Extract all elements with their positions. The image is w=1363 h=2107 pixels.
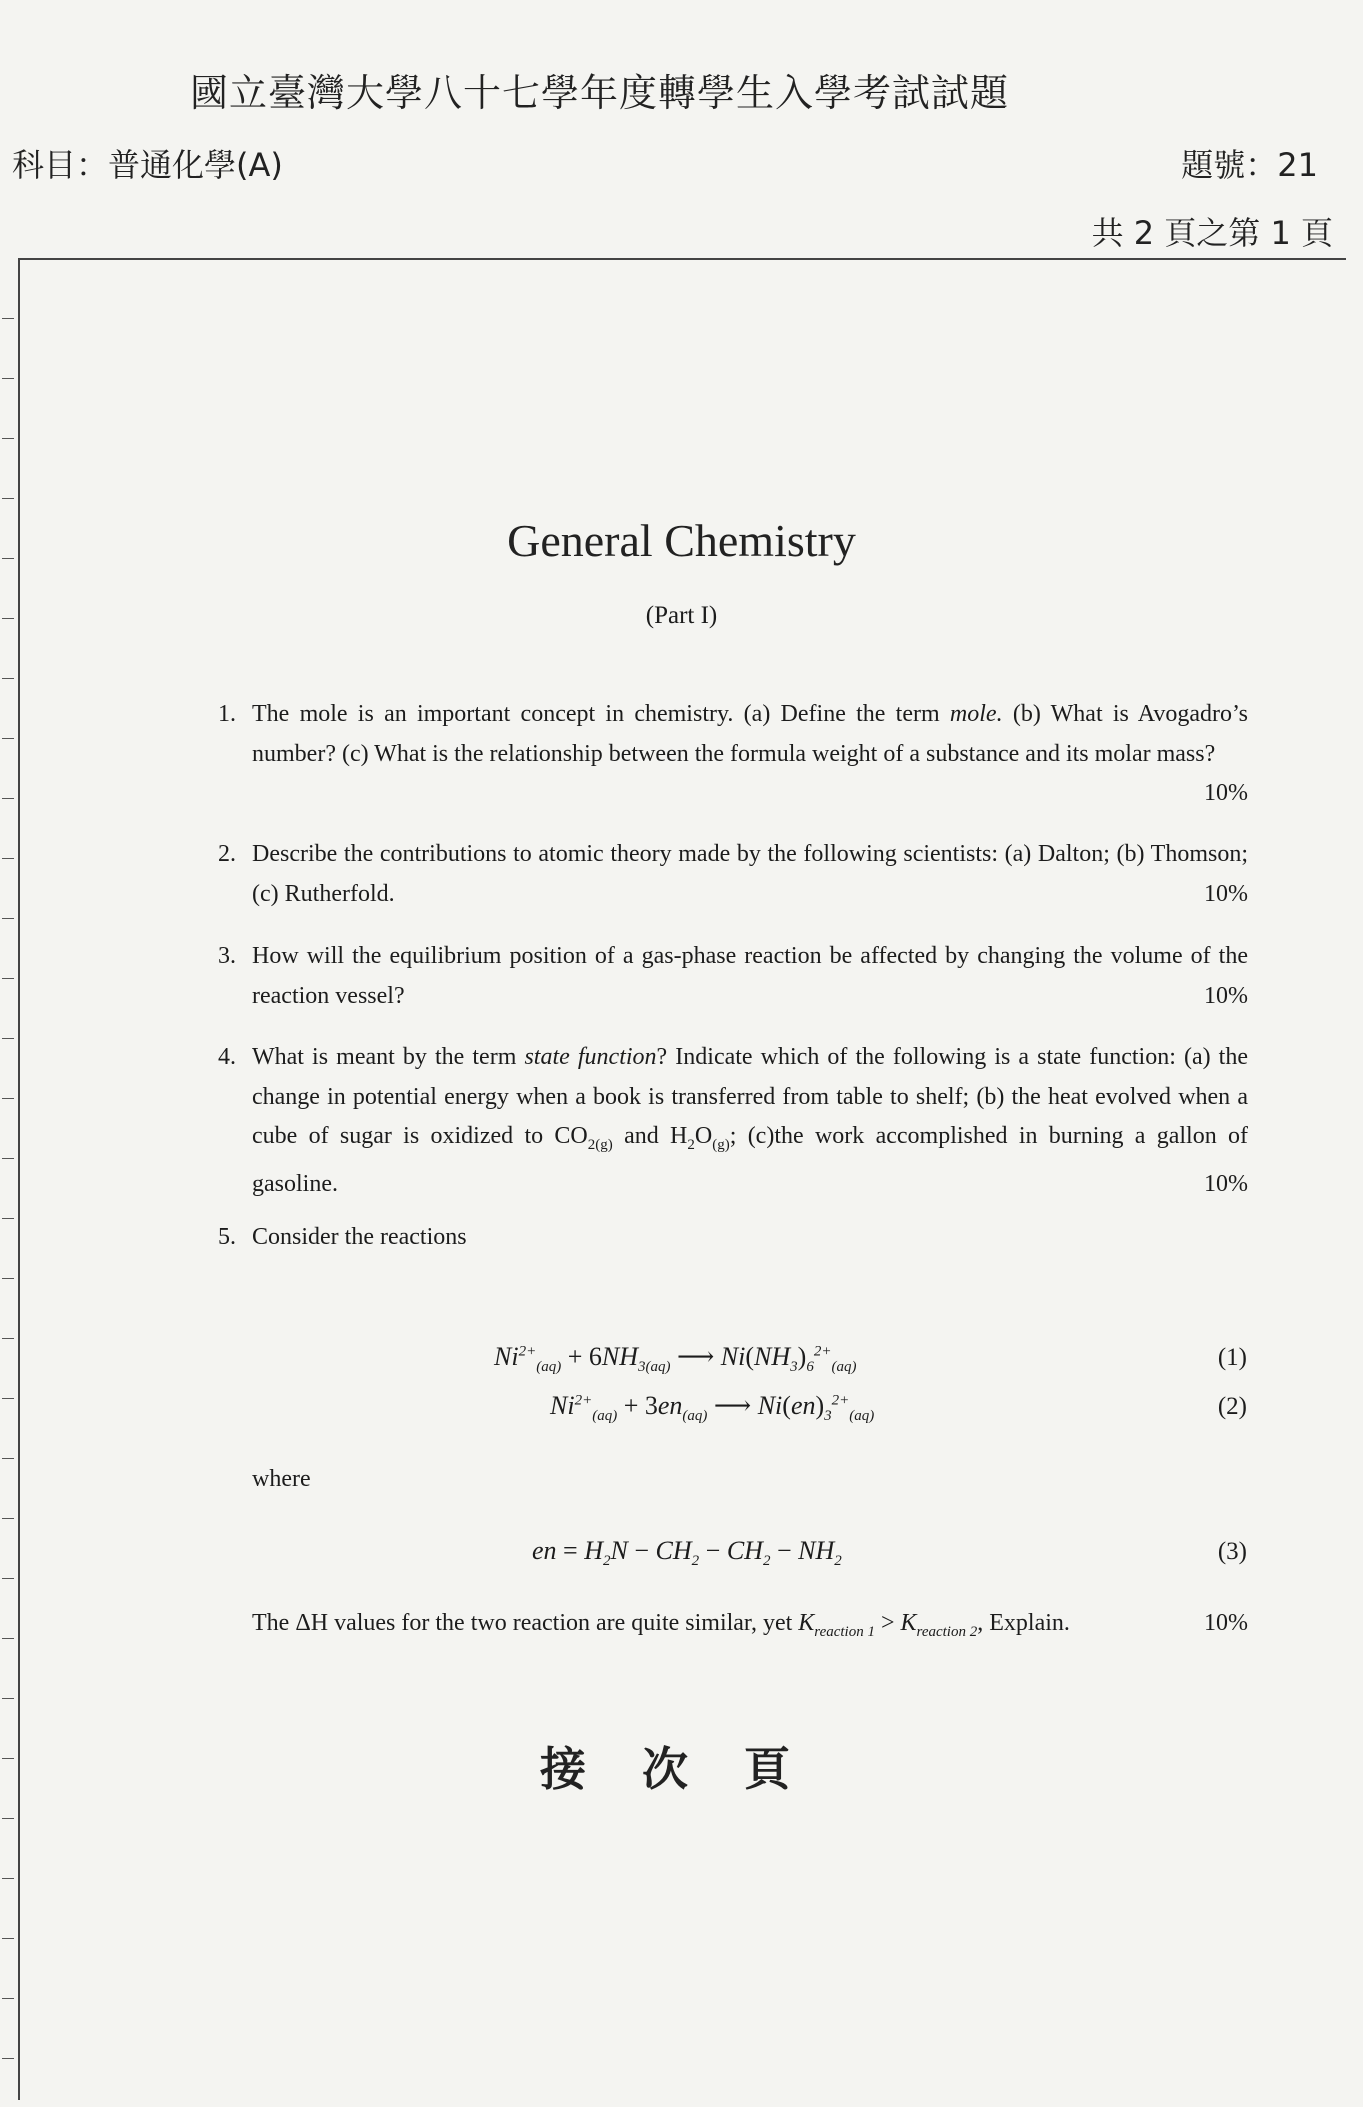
question-3 bbox=[218, 937, 1248, 1016]
margin-tick bbox=[2, 918, 14, 919]
margin-tick bbox=[2, 1518, 14, 1519]
margin-tick bbox=[2, 1278, 14, 1279]
q2-text: Describe the contributions to atomic theory made by the following scientists: (a) Dalton; (b) Thomson; (c) Rutherfold. bbox=[252, 841, 1248, 907]
q2-points: 10% bbox=[1204, 880, 1248, 907]
part-label: (Part I) bbox=[645, 602, 718, 629]
question-number-1: 1. bbox=[218, 701, 236, 727]
q1-text: The mole is an important concept in chemistry. (a) Define the term bbox=[252, 701, 950, 727]
equation-3-label: (3) bbox=[1217, 1538, 1247, 1565]
q5-closing-text: The ΔH values for the two reaction are quite similar, yet bbox=[252, 1610, 799, 1636]
exam-title: 國立臺灣大學八十七學年度轉學生入學考試試題 bbox=[190, 71, 1010, 115]
margin-tick bbox=[2, 1998, 14, 1999]
equation-1: $Ni^{2+}_{(aq)} + 6NH_{3(aq)}$ ⟶ $Ni(NH_3)_6^{2+}_{(aq)}$ bbox=[494, 1342, 857, 1376]
margin-tick bbox=[2, 978, 14, 979]
equation-2-label: (2) bbox=[1217, 1393, 1247, 1420]
q1-points: 10% bbox=[1204, 780, 1248, 806]
margin-tick bbox=[2, 1218, 14, 1219]
q1-term: mole. bbox=[949, 701, 1003, 727]
margin-tick bbox=[2, 738, 14, 739]
co2-formula: $CO_{2(g)}$ bbox=[554, 1123, 613, 1153]
question-1 bbox=[218, 695, 1248, 814]
margin-tick bbox=[2, 1938, 14, 1939]
page-info: 共 2 頁之第 1 頁 bbox=[1091, 214, 1333, 252]
margin-tick bbox=[2, 1398, 14, 1399]
question-5-closing: The ΔH values for the two reaction are quite similar, yet $K_{reaction 1} > K_{reaction 2}$, Explain. 10% bbox=[218, 1604, 1248, 1652]
continue-next-page-note: 接次頁 bbox=[540, 1742, 846, 1796]
q4-text: What is meant by the term bbox=[252, 1044, 525, 1070]
q4-text-end: ; (c)the work accomplished in burning a gallon of gasoline. bbox=[252, 1123, 1248, 1198]
question-2 bbox=[218, 835, 1248, 914]
q4-term: state function bbox=[524, 1044, 657, 1070]
where-label: where bbox=[252, 1466, 311, 1492]
question-4: 4. What is meant by the term state function? Indicate which of the following is a state function: (a) the change in potential energy when a book is transferred from table to shelf; (b) the heat evolved when a cube of sugar is oxidized to $CO_{2(g)}$ and $H_2O_{(g)}$; (c)the work accomplished in burning a gallon of gasoline. 10% bbox=[218, 1038, 1248, 1205]
h2o-formula: $H_2O_{(g)}$ bbox=[670, 1123, 730, 1153]
q1-text-cont: (b) What is Avogadro’s number? (c) What is the relationship between the formula weight of a substance and its molar mass? bbox=[252, 701, 1248, 767]
margin-tick bbox=[2, 678, 14, 679]
margin-tick bbox=[2, 1098, 14, 1099]
margin-tick bbox=[2, 438, 14, 439]
q4-text-cont: ? Indicate which of the following is a state function: (a) the change in potential energy when a book is transferred from table to shelf; (b) the heat evolved when a cube of sugar is oxidized to bbox=[252, 1044, 1249, 1149]
question-5 bbox=[218, 1218, 1248, 1258]
margin-tick bbox=[2, 378, 14, 379]
margin-tick bbox=[2, 1758, 14, 1759]
margin-tick bbox=[2, 1578, 14, 1579]
question-number: 題號：21 bbox=[1181, 146, 1318, 184]
margin-tick bbox=[2, 1878, 14, 1879]
margin-tick bbox=[2, 1638, 14, 1639]
document-title: General Chemistry bbox=[507, 515, 856, 566]
q3-points: 10% bbox=[1204, 982, 1248, 1009]
margin-tick bbox=[2, 1698, 14, 1699]
margin-tick bbox=[2, 858, 14, 859]
margin-tick bbox=[2, 2058, 14, 2059]
margin-tick bbox=[2, 1158, 14, 1159]
margin-tick bbox=[2, 1038, 14, 1039]
q5-closing-end: , Explain. bbox=[977, 1610, 1070, 1636]
equation-2: $Ni^{2+}_{(aq)} + 3en_{(aq)}$ ⟶ $Ni(en)_3^{2+}_{(aq)}$ bbox=[550, 1391, 875, 1425]
equation-1-label: (1) bbox=[1217, 1344, 1247, 1371]
q4-points: 10% bbox=[1204, 1171, 1248, 1198]
margin-tick bbox=[2, 318, 14, 319]
equation-3: en = $H_2N - CH_2 - CH_2 - NH_2$ bbox=[532, 1536, 842, 1570]
margin-tick bbox=[2, 798, 14, 799]
question-number-3: 3. bbox=[218, 943, 236, 969]
question-number-5: 5. bbox=[218, 1224, 236, 1250]
margin-tick bbox=[2, 1818, 14, 1819]
margin-tick bbox=[2, 498, 14, 499]
q5-points: 10% bbox=[1204, 1610, 1248, 1636]
q5-text: Consider the reactions bbox=[252, 1224, 467, 1250]
question-number-2: 2. bbox=[218, 841, 236, 867]
subject-label: 科目：普通化學(A) bbox=[12, 146, 283, 184]
margin-tick bbox=[2, 1338, 14, 1339]
question-number-4: 4. bbox=[218, 1044, 236, 1070]
margin-tick bbox=[2, 1458, 14, 1459]
q3-text: How will the equilibrium position of a gas-phase reaction be affected by changing the volume of the reaction vessel? bbox=[252, 943, 1248, 1009]
